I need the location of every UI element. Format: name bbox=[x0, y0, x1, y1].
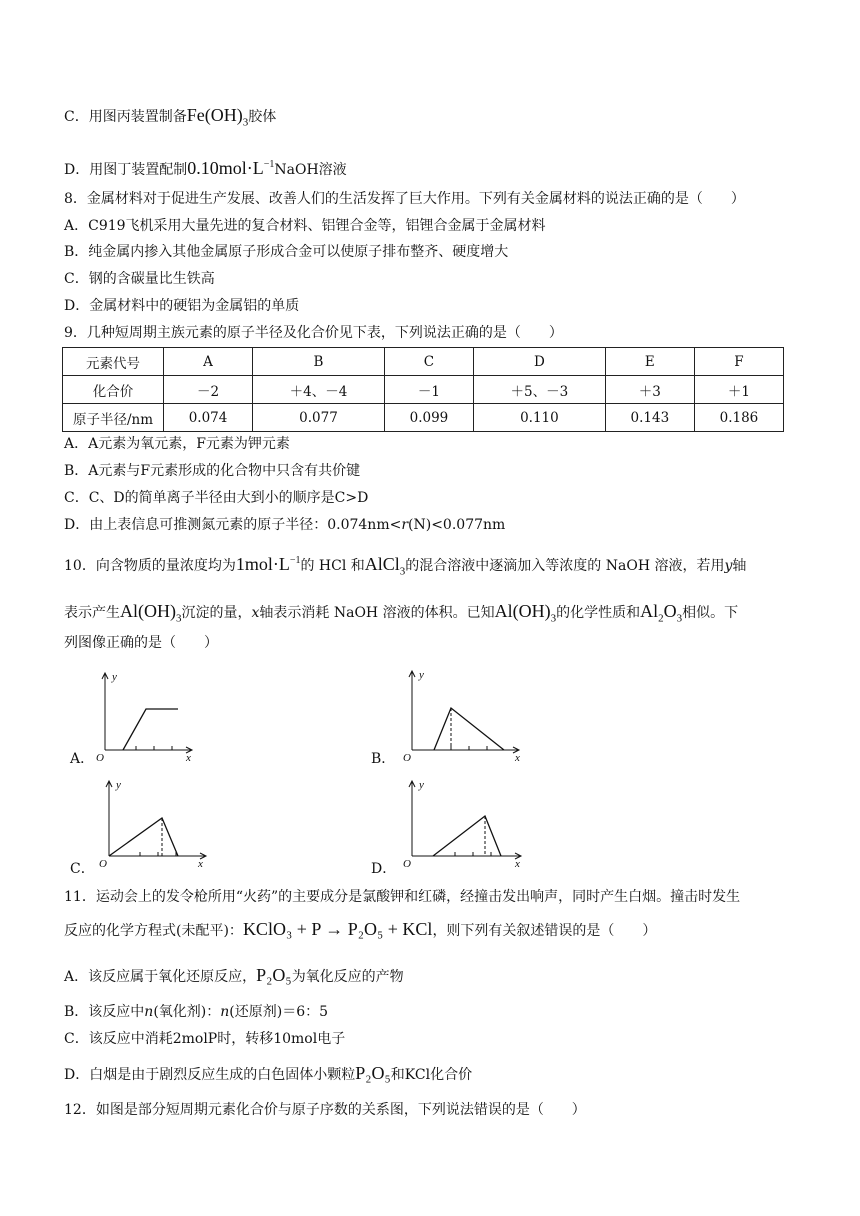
graph-label-d: D． bbox=[371, 861, 397, 877]
svg-text:x: x bbox=[515, 858, 520, 870]
q7-option-c: C．用图丙装置制备$Fe(OH)_3$胶体 bbox=[64, 105, 277, 129]
table-cell: －1 bbox=[384, 376, 473, 404]
q7-option-d: D．用图丁装置配制$0.10mol\cdot L^{-1}NaOH$溶液 bbox=[64, 158, 347, 178]
concentration: $0.10mol\cdot L^{-1}$ bbox=[187, 158, 275, 178]
q9-option-c: C．C、D的简单离子半径由大到小的顺序是C>D bbox=[64, 490, 369, 506]
table-cell: ＋4、－4 bbox=[253, 376, 385, 404]
graph-c bbox=[96, 776, 212, 872]
chem-formula: AlCl$_3$ bbox=[364, 554, 406, 578]
svg-text:y: y bbox=[419, 779, 424, 791]
table-row-radius bbox=[63, 404, 784, 432]
q10-stem-line1: 10．向含物质的量浓度均为$1mol\cdot L^{-1}$的 HCl 和AlCl$_3$的混合溶液中逐滴加入等浓度的 NaOH 溶液，若用y轴 bbox=[64, 554, 747, 578]
q8-option-d: D．金属材料中的硬铝为金属铝的单质 bbox=[64, 298, 300, 314]
svg-text:x: x bbox=[515, 752, 520, 764]
table-cell: C bbox=[384, 348, 473, 376]
chem-formula: $Al(OH)_3$ bbox=[494, 601, 557, 625]
q8-option-c: C．钢的含碳量比生铁高 bbox=[64, 271, 215, 287]
q11-stem-line1: 11．运动会上的发令枪所用“火药”的主要成分是氯酸钾和红磷，经撞击发出响声，同时产生白烟。撞击时发生 bbox=[64, 889, 741, 905]
graph-label-a: A． bbox=[70, 751, 95, 767]
svg-text:y: y bbox=[419, 669, 424, 681]
chemical-equation: KClO₃ + P → P₂O₅ + KCl bbox=[242, 919, 433, 939]
q10-stem-line3: 列图像正确的是（ ） bbox=[64, 635, 218, 651]
graph-a bbox=[96, 668, 200, 764]
table-cell: 化合价 bbox=[63, 376, 164, 404]
svg-text:O: O bbox=[403, 752, 411, 764]
table-cell: 原子半径/nm bbox=[63, 404, 164, 432]
table-cell: 0.143 bbox=[605, 404, 694, 432]
q9-stem: 9．几种短周期主族元素的原子半径及化合价见下表，下列说法正确的是（ ） bbox=[64, 325, 563, 341]
table-cell: 0.186 bbox=[694, 404, 783, 432]
chem-formula: P₂O₅ bbox=[355, 1063, 391, 1083]
q12-stem: 12．如图是部分短周期元素化合价与原子序数的关系图，下列说法错误的是（ ） bbox=[64, 1102, 586, 1118]
q8-stem: 8．金属材料对于促进生产发展、改善人们的生活发挥了巨大作用。下列有关金属材料的说法正确的是（ ） bbox=[64, 191, 745, 207]
table-row-valence bbox=[63, 376, 784, 404]
table-cell: 0.110 bbox=[473, 404, 605, 432]
q11-option-c: C．该反应中消耗2molP时，转移10mol电子 bbox=[64, 1031, 346, 1047]
q9-option-a: A．A元素为氧元素，F元素为钾元素 bbox=[64, 436, 290, 452]
graph-b bbox=[403, 666, 527, 764]
table-cell: F bbox=[694, 348, 783, 376]
table-cell: B bbox=[253, 348, 385, 376]
q11-option-d: D．白烟是由于剧烈反应生成的白色固体小颗粒P₂O₅和KCl化合价 bbox=[64, 1063, 473, 1083]
svg-text:x: x bbox=[186, 752, 191, 764]
chem-formula: $Fe(OH)_3$ bbox=[186, 105, 249, 129]
graph-label-c: C． bbox=[70, 861, 95, 877]
q9-option-b: B．A元素与F元素形成的化合物中只含有共价键 bbox=[64, 463, 361, 479]
table-row-header bbox=[63, 348, 784, 376]
element-table bbox=[62, 347, 784, 432]
q11-option-a: A．该反应属于氧化还原反应，P₂O₅为氧化反应的产物 bbox=[64, 965, 404, 985]
svg-text:x: x bbox=[198, 858, 203, 870]
q8-option-b: B．纯金属内掺入其他金属原子形成合金可以使原子排布整齐、硬度增大 bbox=[64, 244, 509, 260]
table-cell: 0.077 bbox=[253, 404, 385, 432]
table-cell: ＋3 bbox=[605, 376, 694, 404]
table-cell: A bbox=[164, 348, 253, 376]
concentration: $1mol\cdot L^{-1}$ bbox=[235, 554, 301, 574]
svg-text:O: O bbox=[403, 858, 411, 870]
q11-option-b: B．该反应中n(氧化剂)：n(还原剂)＝6：5 bbox=[64, 1004, 329, 1020]
chem-formula: P₂O₅ bbox=[256, 965, 292, 985]
q8-option-a: A．C919飞机采用大量先进的复合材料、铝锂合金等，铝锂合金属于金属材料 bbox=[64, 218, 546, 234]
table-cell: D bbox=[473, 348, 605, 376]
svg-text:y: y bbox=[112, 671, 117, 683]
graph-d bbox=[403, 776, 527, 872]
q11-stem-line2: 反应的化学方程式(未配平)：KClO₃ + P → P₂O₅ + KCl，则下列有关叙述错误的是（ ） bbox=[64, 919, 657, 939]
chem-formula: $Al(OH)_3$ bbox=[120, 601, 182, 625]
svg-text:O: O bbox=[99, 858, 107, 870]
table-cell: ＋1 bbox=[694, 376, 783, 404]
svg-text:O: O bbox=[96, 752, 104, 764]
svg-text:y: y bbox=[116, 779, 121, 791]
table-cell: ＋5、－3 bbox=[473, 376, 605, 404]
table-cell: －2 bbox=[164, 376, 253, 404]
q9-option-d: D．由上表信息可推测氮元素的原子半径：0.074nm<r(N)<0.077nm bbox=[64, 517, 506, 533]
table-cell: 元素代号 bbox=[63, 348, 164, 376]
q10-stem-line2: 表示产生$Al(OH)_3$沉淀的量，x轴表示消耗 NaOH 溶液的体积。已知$Al(OH)_3$的化学性质和$Al_2O_3$相似。下 bbox=[64, 601, 739, 625]
graph-label-b: B． bbox=[371, 751, 396, 767]
chem-formula: $Al_2O_3$ bbox=[640, 601, 683, 625]
table-cell: 0.074 bbox=[164, 404, 253, 432]
table-cell: 0.099 bbox=[384, 404, 473, 432]
table-cell: E bbox=[605, 348, 694, 376]
